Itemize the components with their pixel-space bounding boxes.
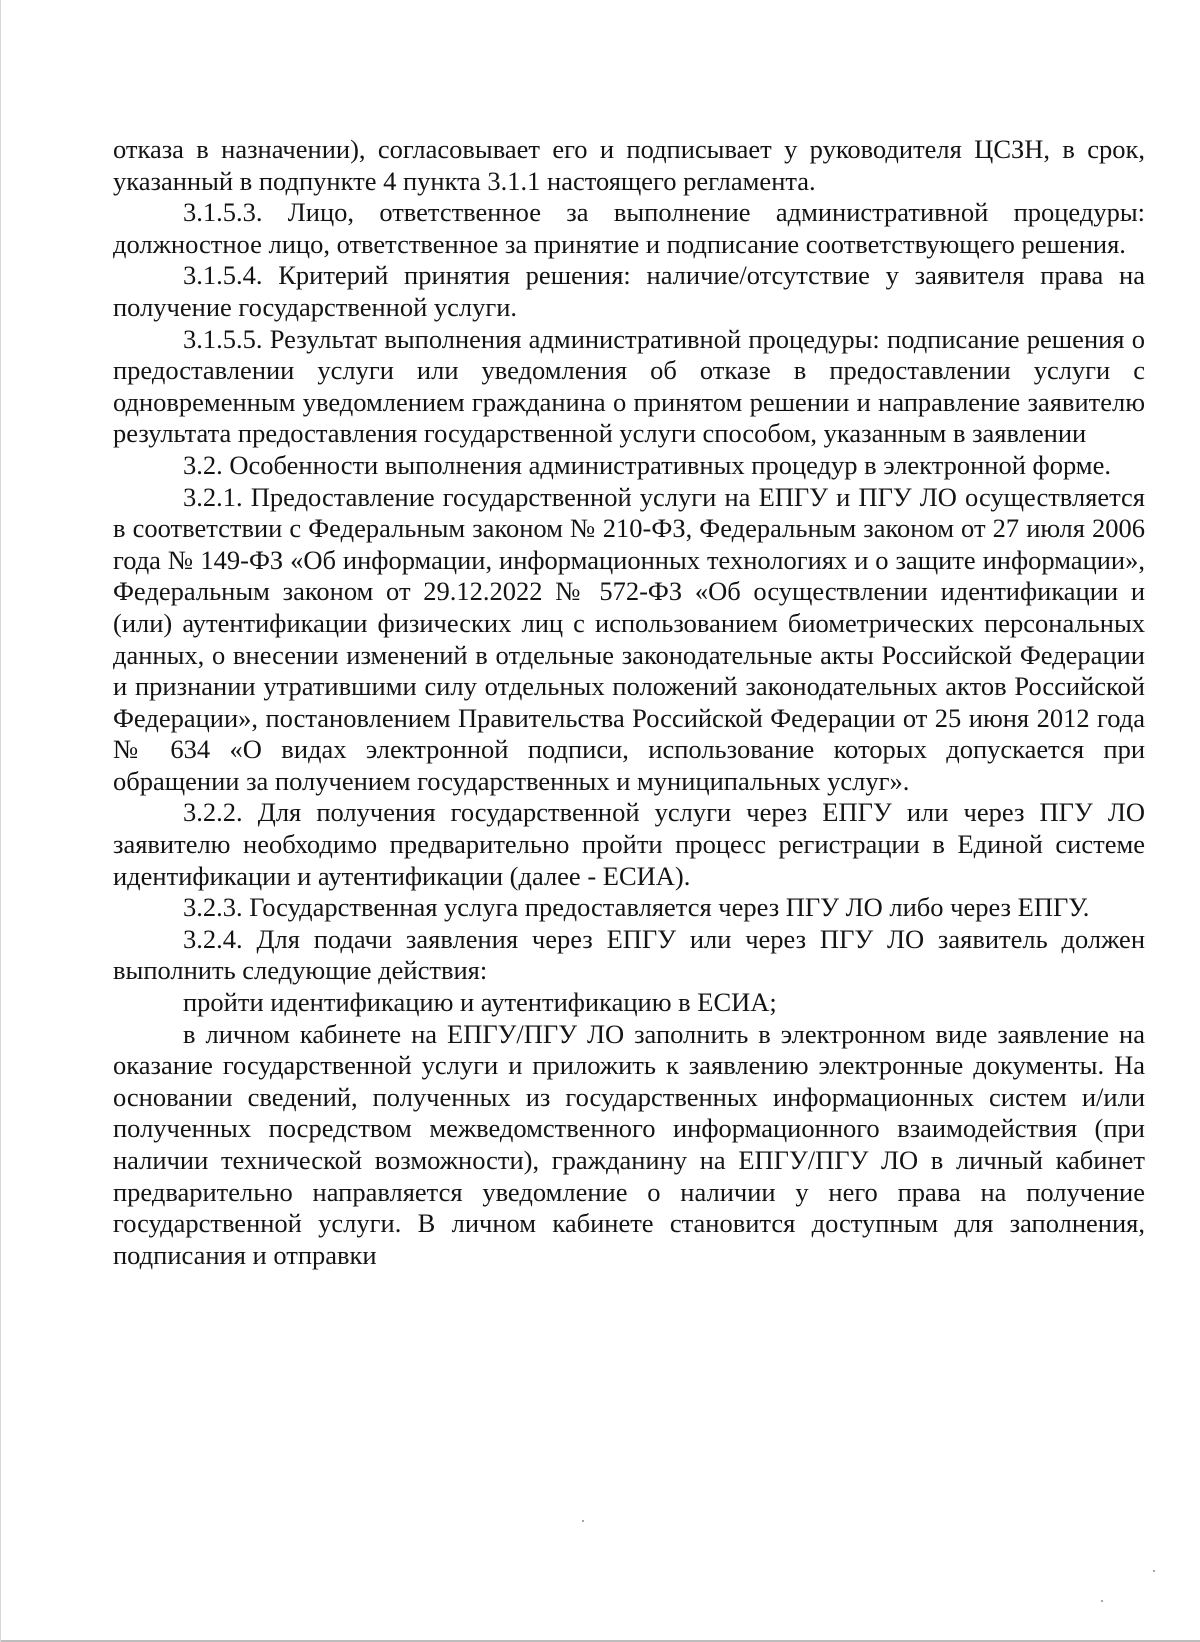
paragraph-3-2-2: 3.2.2. Для получения государственной услуги через ЕПГУ или через ПГУ ЛО заявителю необходимо предварительно пройти процесс регистрации в Единой системе идентификации и аутентификации (далее - ЕСИА). <box>113 797 1145 891</box>
paragraph-3-1-5-4: 3.1.5.4. Критерий принятия решения: наличие/отсутствие у заявителя права на получение государственной услуги. <box>113 260 1145 322</box>
paragraph-continuation: отказа в назначении), согласовывает его и подписывает у руководителя ЦСЗН, в срок, указанный в подпункте 4 пункта 3.1.1 настоящего регламента. <box>113 134 1145 196</box>
document-body <box>113 134 1145 1271</box>
paragraph-3-2: 3.2. Особенности выполнения административных процедур в электронной форме. <box>183 449 1111 480</box>
paragraph-step-cabinet: в личном кабинете на ЕПГУ/ПГУ ЛО заполнить в электронном виде заявление на оказание государственной услуги и приложить к заявлению электронные документы. На основании сведений, полученных из государственных информационных систем и/или полученных посредством межведомственного информационного взаимодействия (при наличии технической возможности), гражданину на ЕПГУ/ПГУ ЛО в личный кабинет предварительно направляется уведомление о наличии у него права на получение государственной услуги. В личном кабинете становится доступным для заполнения, подписания и отправки <box>113 1018 1145 1270</box>
paragraph-3-2-4: 3.2.4. Для подачи заявления через ЕПГУ или через ПГУ ЛО заявитель должен выполнить следующие действия: <box>113 923 1145 986</box>
paragraph-3-1-5-5: 3.1.5.5. Результат выполнения административной процедуры: подписание решения о предоставлении услуги или уведомления об отказе в предоставлении услуги с одновременным уведомлением гражданина о принятом решении и направление заявителю результата предоставления государственной услуги способом, указанным в заявлении <box>113 323 1145 449</box>
scan-speck <box>1101 1600 1103 1602</box>
paragraph-step-esia: пройти идентификацию и аутентификацию в ЕСИА; <box>183 987 777 1018</box>
scan-speck <box>582 1520 584 1522</box>
paragraph-3-2-1: 3.2.1. Предоставление государственной услуги на ЕПГУ и ПГУ ЛО осуществляется в соответствии с Федеральным законом № 210-ФЗ, Федеральным законом от 27 июля 2006 года № 149-ФЗ «Об информации, информационных технологиях и о защите информации», Федеральным законом от 29.12.2022 № 572-ФЗ «Об осуществлении идентификации и (или) аутентификации физических лиц с использованием биометрических персональных данных, о внесении изменений в отдельные законодательные акты Российской Федерации и признании утратившими силу отдельных положений законодательных актов Российской Федерации», постановлением Правительства Российской Федерации от 25 июня 2012 года № 634 «О видах электронной подписи, использование которых допускается при обращении за получением государственных и муниципальных услуг». <box>113 481 1145 796</box>
paragraph-3-1-5-3: 3.1.5.3. Лицо, ответственное за выполнение административной процедуры: должностное лицо, ответственное за принятие и подписание соответствующего решения. <box>113 197 1145 259</box>
paragraph-3-2-3: 3.2.3. Государственная услуга предоставляется через ПГУ ЛО либо через ЕПГУ. <box>183 892 1090 923</box>
scan-speck <box>1153 1570 1155 1572</box>
